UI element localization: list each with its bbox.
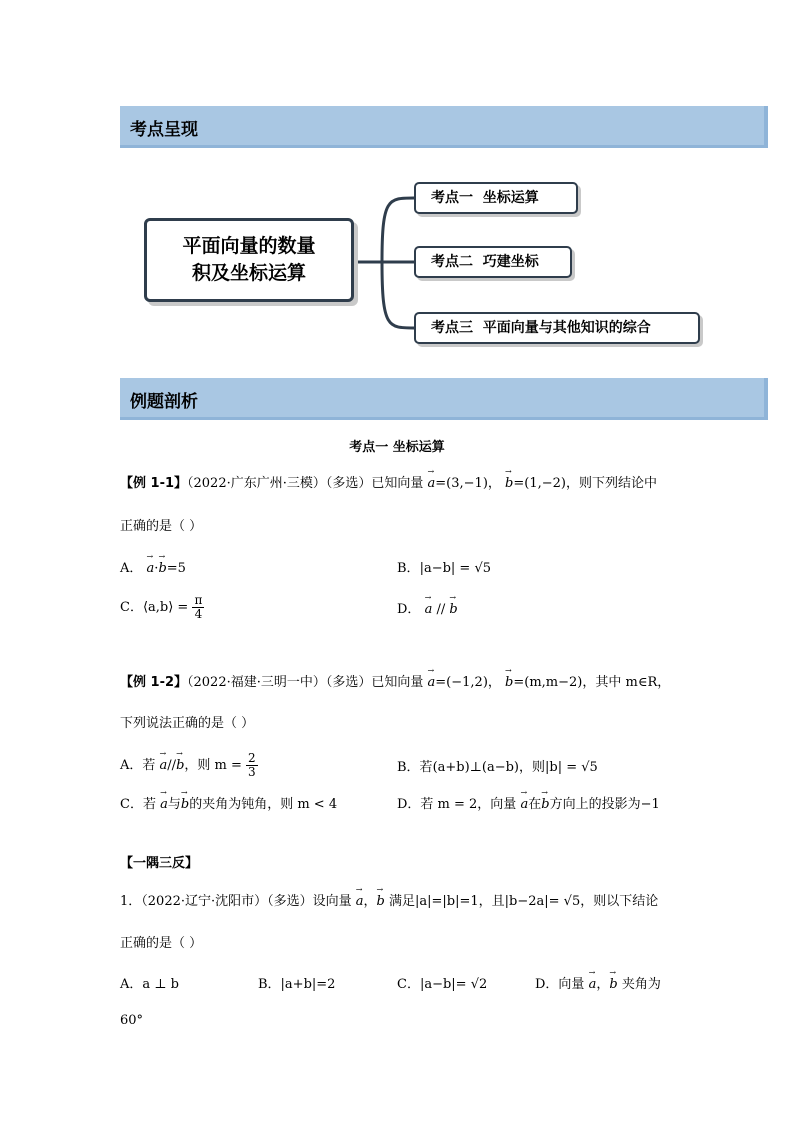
vector-a-symbol: → a	[589, 977, 597, 992]
ex2-optD-tail: 方向上的投影为−1	[549, 797, 660, 812]
ex2-optC-mid: 与	[167, 797, 181, 812]
vector-b-symbol: → b	[609, 977, 617, 992]
frac-den: 4	[194, 607, 203, 621]
ex1-optB-label: B．	[397, 561, 420, 576]
frac-num: 2	[248, 751, 256, 765]
ex2-option-a	[120, 752, 258, 779]
ex1-option-b	[397, 557, 491, 576]
vector-b-symbol: → b	[505, 476, 513, 491]
ex1-optC-expr: ⟨a,b⟩ =	[142, 600, 189, 615]
practice-q1-mid: 满足|a|=|b|=1，且|b−2a|= √5，则以下结论	[389, 894, 659, 909]
frac-num: π	[194, 593, 203, 607]
vector-a-symbol: → a	[160, 797, 168, 812]
practice-q1-line2: 正确的是（ ）	[120, 936, 203, 951]
ex1-b-value: =(1,−2)	[513, 476, 566, 491]
vector-a-symbol: → a	[425, 602, 433, 617]
ex2-optB-label: B．若	[397, 760, 433, 775]
vector-a-symbol: → a	[428, 476, 436, 491]
ex2-question	[120, 671, 670, 690]
ex2-optC-label: C．若	[120, 797, 156, 812]
mindmap-branch-2: 考点二 巧建坐标	[414, 246, 572, 278]
ex1-sep: ，	[487, 476, 501, 491]
mindmap-branch-1: 考点一 坐标运算	[414, 182, 578, 214]
vector-a-symbol: → a	[160, 758, 168, 773]
ex1-option-a	[120, 557, 186, 576]
ex1-question	[120, 472, 657, 491]
vector-b-symbol: → b	[541, 797, 549, 812]
practice-optD-tail: 夹角为	[621, 977, 661, 992]
frac-den: 3	[248, 765, 256, 779]
vector-b-symbol: → b	[449, 602, 457, 617]
section-title-kaodian: 考点呈现	[130, 120, 198, 140]
ex1-tail: ，则下列结论中	[565, 476, 657, 491]
practice-optD-wrap: 60°	[120, 1013, 144, 1028]
mindmap-root	[144, 218, 354, 302]
vector-b-symbol: → b	[181, 797, 189, 812]
ex1-optA-tail: =5	[166, 561, 186, 576]
ex1-option-c	[120, 594, 204, 621]
ex2-option-d	[397, 793, 660, 812]
ex2-tail: ，其中 m∈R，	[582, 675, 671, 690]
ex2-source: （2022·福建·三明一中）（多选）已知向量	[187, 675, 424, 690]
ex2-b-value: =(m,m−2)	[513, 675, 583, 690]
vector-b-symbol: → b	[176, 758, 184, 773]
ex2-sep: ，	[487, 675, 501, 690]
practice-option-b: B．|a+b|=2	[258, 977, 336, 992]
mindmap-branch-3: 考点三 平面向量与其他知识的综合	[414, 312, 700, 344]
ex2-optA-tail: ，则 m =	[184, 758, 242, 773]
ex2-optC-tail: 的夹角为钝角，则 m < 4	[189, 797, 338, 812]
fraction-2-over-3	[246, 752, 258, 779]
ex2-optA-mid: //	[167, 758, 177, 773]
vector-a-symbol: → a	[428, 675, 436, 690]
practice-option-c: C．|a−b|= √2	[397, 977, 488, 992]
ex1-optA-label: A．	[120, 561, 143, 576]
ex2-a-value: =(−1,2)	[435, 675, 488, 690]
ex1-line2: 正确的是（ ）	[120, 519, 203, 534]
ex1-optD-mid: //	[432, 602, 450, 617]
section-bar-example	[120, 378, 768, 420]
ex2-optD-label: D．若 m = 2，向量	[397, 797, 517, 812]
ex2-option-c	[120, 793, 337, 812]
practice-q1-sep: ，	[363, 894, 377, 909]
ex1-a-value: =(3,−1)	[435, 476, 488, 491]
vector-b-symbol: → b	[377, 894, 385, 909]
mindmap-root-line1: 平面向量的数量	[182, 235, 316, 257]
ex2-option-b	[397, 756, 598, 775]
ex2-optD-mid: 在	[528, 797, 542, 812]
vector-a-symbol: → a	[147, 561, 155, 576]
ex1-optB-expr: |a−b| = √5	[419, 561, 491, 576]
ex2-line2: 下列说法正确的是（ ）	[120, 716, 255, 731]
vector-b-symbol: → b	[158, 561, 166, 576]
mindmap-root-line2: 积及坐标运算	[191, 262, 306, 284]
section-bar-kaodian	[120, 106, 768, 148]
practice-q1-head: 1．（2022·辽宁·沈阳市）（多选）设向量	[120, 894, 352, 909]
section-title-example: 例题剖析	[130, 392, 198, 412]
vector-b-symbol: → b	[505, 675, 513, 690]
ex1-optD-label: D．	[397, 602, 421, 617]
practice-q1	[120, 890, 658, 909]
vector-a-symbol: → a	[520, 797, 528, 812]
ex2-optA-label: A．若	[120, 758, 156, 773]
practice-optD-head: D．向量	[535, 977, 585, 992]
ex1-tag: 【例 1-1】	[120, 476, 188, 491]
ex1-optA-mid: ·	[154, 561, 159, 576]
ex2-optB-expr: (a+b)⊥(a−b)，则|b| = √5	[432, 760, 598, 775]
practice-option-d: D．向量 → a，→ b 夹角为	[535, 973, 661, 992]
ex1-option-d	[397, 598, 458, 617]
ex1-optC-label: C．	[120, 600, 143, 615]
vector-a-symbol: → a	[356, 894, 364, 909]
fraction-pi-over-4	[192, 594, 204, 621]
ex2-tag: 【例 1-2】	[120, 675, 188, 690]
ex1-source: （2022·广东广州·三模）（多选）已知向量	[187, 476, 424, 491]
practice-tag: 【一隅三反】	[120, 856, 199, 871]
topic-heading: 考点一 坐标运算	[349, 440, 445, 455]
practice-option-a: A．a ⊥ b	[120, 977, 179, 992]
